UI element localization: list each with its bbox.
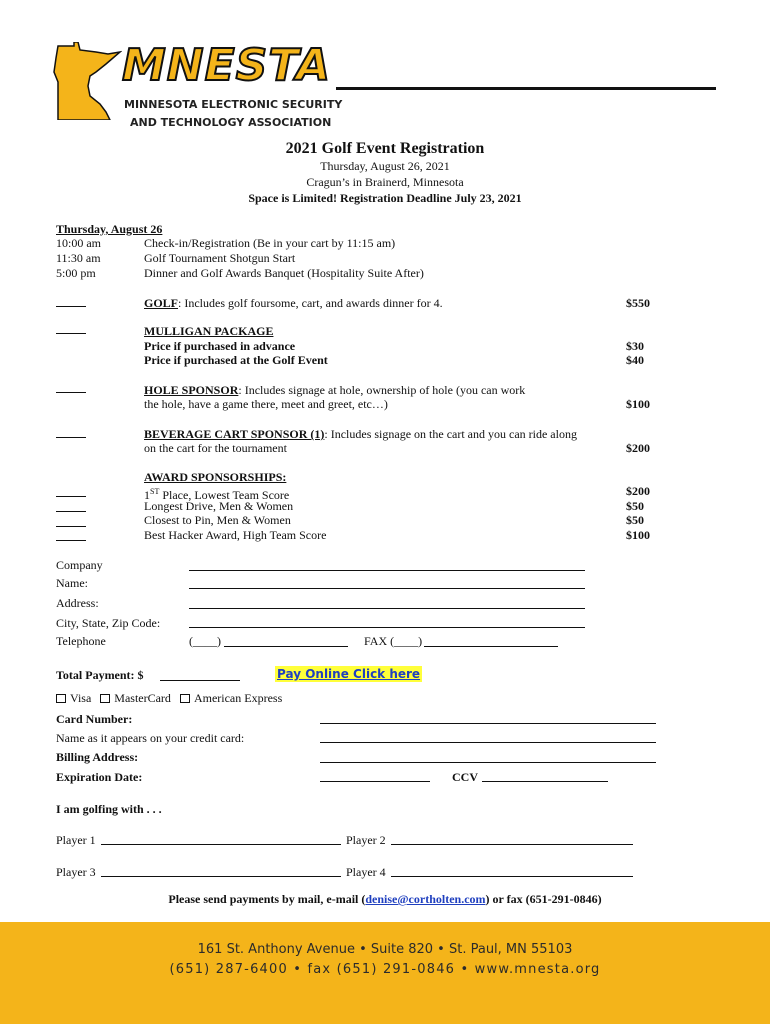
telephone-area-code: (____)	[189, 634, 221, 648]
city-state-zip-field[interactable]	[189, 627, 585, 628]
cart-sponsor-desc-1: : Includes signage on the cart and you can ride along	[324, 427, 577, 441]
address-label: Address:	[56, 596, 99, 610]
org-line-2: AND TECHNOLOGY ASSOCIATION	[130, 116, 332, 129]
card-name-field[interactable]	[320, 742, 656, 743]
event-date: Thursday, August 26, 2021	[320, 159, 450, 173]
golf-price: $550	[626, 296, 650, 310]
fax-label: FAX (____)	[364, 634, 423, 648]
mulligan-label: MULLIGAN PACKAGE	[144, 324, 274, 338]
event-location: Cragun’s in Brainerd, Minnesota	[306, 175, 464, 189]
pay-online-link[interactable]: Pay Online Click here	[277, 667, 421, 681]
schedule-desc-1: Check-in/Registration (Be in your cart by 11:15 am)	[144, 236, 396, 250]
hole-sponsor-option	[144, 383, 525, 398]
award-1-desc: Place, Lowest Team Score	[159, 488, 290, 502]
schedule-desc-3: Dinner and Golf Awards Banquet (Hospitality Suite After)	[144, 266, 424, 280]
player-4-label: Player 4	[346, 865, 386, 879]
player-1-label: Player 1	[56, 833, 96, 847]
award-3-quantity-blank[interactable]	[56, 526, 86, 527]
schedule-time-3: 5:00 pm	[56, 266, 96, 280]
name-label: Name:	[56, 576, 88, 590]
golf-desc: : Includes golf foursome, cart, and awards dinner for 4.	[178, 296, 443, 310]
award-1-rank-suffix: ST	[150, 487, 160, 496]
send-payments-note	[0, 892, 770, 907]
golf-option	[144, 296, 443, 311]
cart-sponsor-option	[144, 427, 577, 442]
billing-address-label: Billing Address:	[56, 750, 139, 764]
player-1-field[interactable]	[101, 844, 341, 845]
org-full-name	[124, 96, 342, 132]
expiration-date-field[interactable]	[320, 781, 430, 782]
award-4-price: $100	[626, 528, 650, 542]
billing-address-field[interactable]	[320, 762, 656, 763]
brand-name: MNESTA	[122, 40, 332, 91]
footer-contact: (651) 287-6400 • fax (651) 291-0846 • www.mnesta.org	[169, 962, 601, 977]
schedule-time-1: 10:00 am	[56, 236, 101, 250]
award-2-quantity-blank[interactable]	[56, 511, 86, 512]
hole-sponsor-price: $100	[626, 397, 650, 411]
card-number-field[interactable]	[320, 723, 656, 724]
send-payments-pre: Please send payments by mail, e-mail (	[168, 892, 366, 906]
company-label: Company	[56, 558, 103, 572]
player-2-label: Player 2	[346, 833, 386, 847]
award-1-price: $200	[626, 484, 650, 498]
cart-sponsor-price: $200	[626, 441, 650, 455]
card-type-options	[56, 691, 282, 706]
card-name-label: Name as it appears on your credit card:	[56, 731, 245, 745]
total-payment-label: Total Payment: $	[56, 668, 144, 682]
player-2-field[interactable]	[391, 844, 633, 845]
hole-sponsor-quantity-blank[interactable]	[56, 392, 86, 393]
footer-band	[0, 922, 770, 1024]
award-4-quantity-blank[interactable]	[56, 540, 86, 541]
mulligan-quantity-blank[interactable]	[56, 333, 86, 334]
minnesota-state-icon	[50, 42, 122, 120]
mastercard-checkbox[interactable]	[100, 694, 110, 703]
hole-sponsor-desc-2: the hole, have a game there, meet and greet, etc…)	[144, 397, 388, 411]
golf-label: GOLF	[144, 296, 179, 310]
email-link[interactable]: denise@cortholten.com	[365, 892, 486, 906]
award-4-text: Best Hacker Award, High Team Score	[144, 528, 327, 542]
award-1-quantity-blank[interactable]	[56, 496, 86, 497]
name-field[interactable]	[189, 588, 585, 589]
expiration-date-label: Expiration Date:	[56, 770, 143, 784]
send-payments-post: ) or fax (651-291-0846)	[485, 892, 602, 906]
golf-quantity-blank[interactable]	[56, 306, 86, 307]
footer-address: 161 St. Anthony Avenue • Suite 820 • St. Paul, MN 55103	[197, 942, 573, 957]
hole-sponsor-desc-1: : Includes signage at hole, ownership of hole (you can work	[238, 383, 526, 397]
telephone-field[interactable]	[224, 646, 348, 647]
hole-sponsor-label: HOLE SPONSOR	[144, 383, 239, 397]
player-4-field[interactable]	[391, 876, 633, 877]
award-3-price: $50	[626, 513, 644, 527]
org-line-1: MINNESOTA ELECTRONIC SECURITY	[124, 98, 343, 111]
event-notice: Space is Limited! Registration Deadline July 23, 2021	[248, 191, 522, 205]
mulligan-advance: Price if purchased in advance	[144, 339, 296, 353]
cart-sponsor-desc-2: on the cart for the tournament	[144, 441, 287, 455]
brand-divider	[336, 87, 716, 90]
total-payment-field[interactable]	[160, 680, 240, 681]
company-field[interactable]	[189, 570, 585, 571]
golfing-with-label: I am golfing with . . .	[56, 802, 162, 816]
award-3-text: Closest to Pin, Men & Women	[144, 513, 291, 527]
city-state-zip-label: City, State, Zip Code:	[56, 616, 161, 630]
card-number-label: Card Number:	[56, 712, 133, 726]
schedule-desc-2: Golf Tournament Shotgun Start	[144, 251, 296, 265]
page-title: 2021 Golf Event Registration	[285, 140, 485, 157]
award-2-price: $50	[626, 499, 644, 513]
award-2-text: Longest Drive, Men & Women	[144, 499, 294, 513]
cart-sponsor-quantity-blank[interactable]	[56, 437, 86, 438]
telephone-label: Telephone	[56, 634, 106, 648]
mulligan-at-event-price: $40	[626, 353, 644, 367]
mulligan-at-event: Price if purchased at the Golf Event	[144, 353, 328, 367]
visa-checkbox[interactable]	[56, 694, 66, 703]
ccv-field[interactable]	[482, 781, 608, 782]
schedule-heading: Thursday, August 26	[56, 222, 163, 236]
fax-field[interactable]	[424, 646, 558, 647]
mnesta-logo	[50, 42, 720, 132]
mastercard-label: MasterCard	[114, 691, 171, 705]
schedule-time-2: 11:30 am	[56, 251, 101, 265]
event-header	[0, 140, 770, 206]
cart-sponsor-label: BEVERAGE CART SPONSOR (1)	[144, 427, 325, 441]
visa-label: Visa	[70, 691, 92, 705]
awards-label: AWARD SPONSORSHIPS:	[144, 470, 287, 484]
ccv-label: CCV	[452, 770, 478, 784]
mulligan-advance-price: $30	[626, 339, 644, 353]
player-3-field[interactable]	[101, 876, 341, 877]
amex-checkbox[interactable]	[180, 694, 190, 703]
player-3-label: Player 3	[56, 865, 96, 879]
award-1-rank: 1	[144, 488, 150, 502]
amex-label: American Express	[193, 691, 283, 705]
address-field[interactable]	[189, 608, 585, 609]
